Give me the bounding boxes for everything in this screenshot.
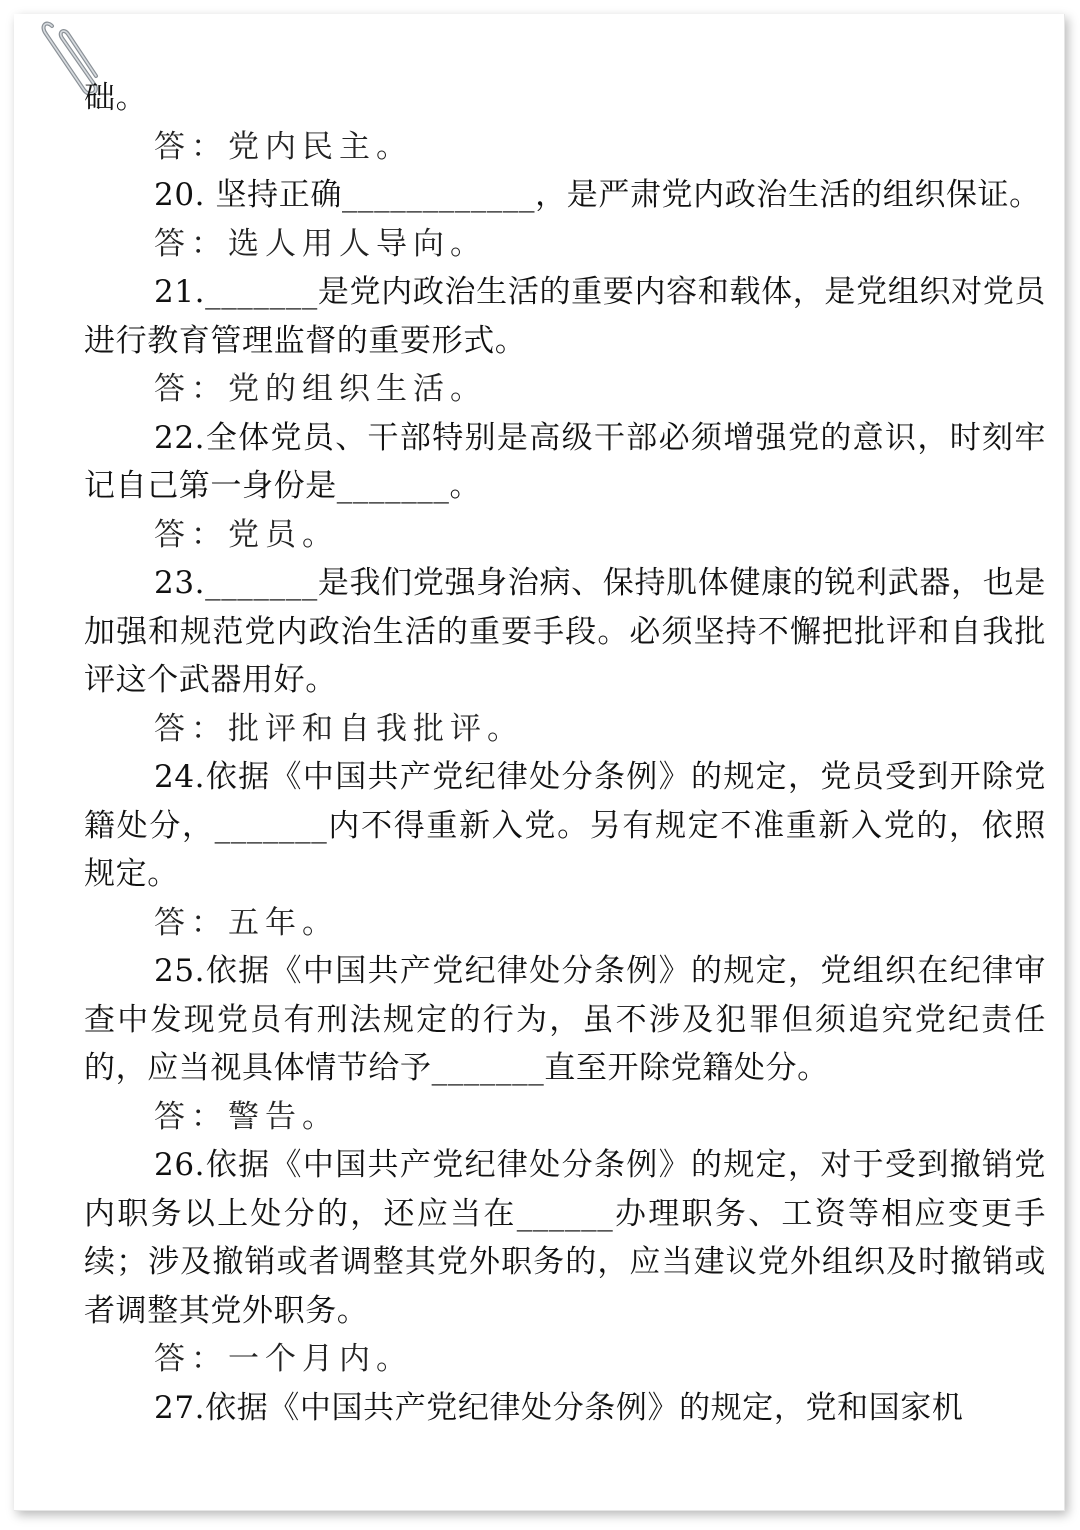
answer-line: 答：批评和自我批评。 — [154, 710, 524, 747]
answer-line: 答：一个月内。 — [154, 1341, 413, 1377]
answer-line: 答：选人用人导向。 — [154, 225, 487, 262]
question-paragraph: 23._______是我们党强身治病、保持肌体健康的锐利武器，也是加强和规范党内政治生活的重要手段。必须坚持不懈把批评和自我批评这个武器用好。 — [84, 565, 1046, 698]
question-paragraph: 20. 坚持正确____________，是严肃党内政治生活的组织保证。 — [154, 177, 1041, 213]
question-paragraph: 27.依据《中国共产党纪律处分条例》的规定，党和国家机 — [154, 1389, 964, 1426]
answer-line: 答：党员。 — [154, 516, 339, 553]
answer-line: 答：警告。 — [154, 1098, 339, 1135]
question-paragraph: 25.依据《中国共产党纪律处分条例》的规定，党组织在纪律审查中发现党员有刑法规定的行为，虽不涉及犯罪但须追究党纪责任的，应当视具体情节给予_______直至开除党籍处分。 — [84, 953, 1046, 1086]
question-paragraph: 22.全体党员、干部特别是高级干部必须增强党的意识，时刻牢记自己第一身份是_______。 — [84, 419, 1046, 504]
answer-line: 答：党的组织生活。 — [154, 371, 487, 407]
document-page — [14, 14, 1065, 1511]
question-paragraph: 26.依据《中国共产党纪律处分条例》的规定，对于受到撤销党内职务以上处分的，还应当在______办理职务、工资等相应变更手续；涉及撤销或者调整其党外职务的，应当建议党外组织及时撤销或者调整其党外职务。 — [84, 1147, 1046, 1329]
answer-line: 答：党内民主。 — [154, 128, 413, 165]
document-body — [84, 74, 1046, 1432]
question-paragraph: 21._______是党内政治生活的重要内容和载体，是党组织对党员进行教育管理监督的重要形式。 — [84, 274, 1046, 359]
answer-line: 答：五年。 — [154, 904, 339, 941]
question-paragraph: 24.依据《中国共产党纪律处分条例》的规定，党员受到开除党籍处分，_______内不得重新入党。另有规定不准重新入党的，依照规定。 — [84, 759, 1046, 892]
text-line: 础。 — [84, 80, 148, 116]
